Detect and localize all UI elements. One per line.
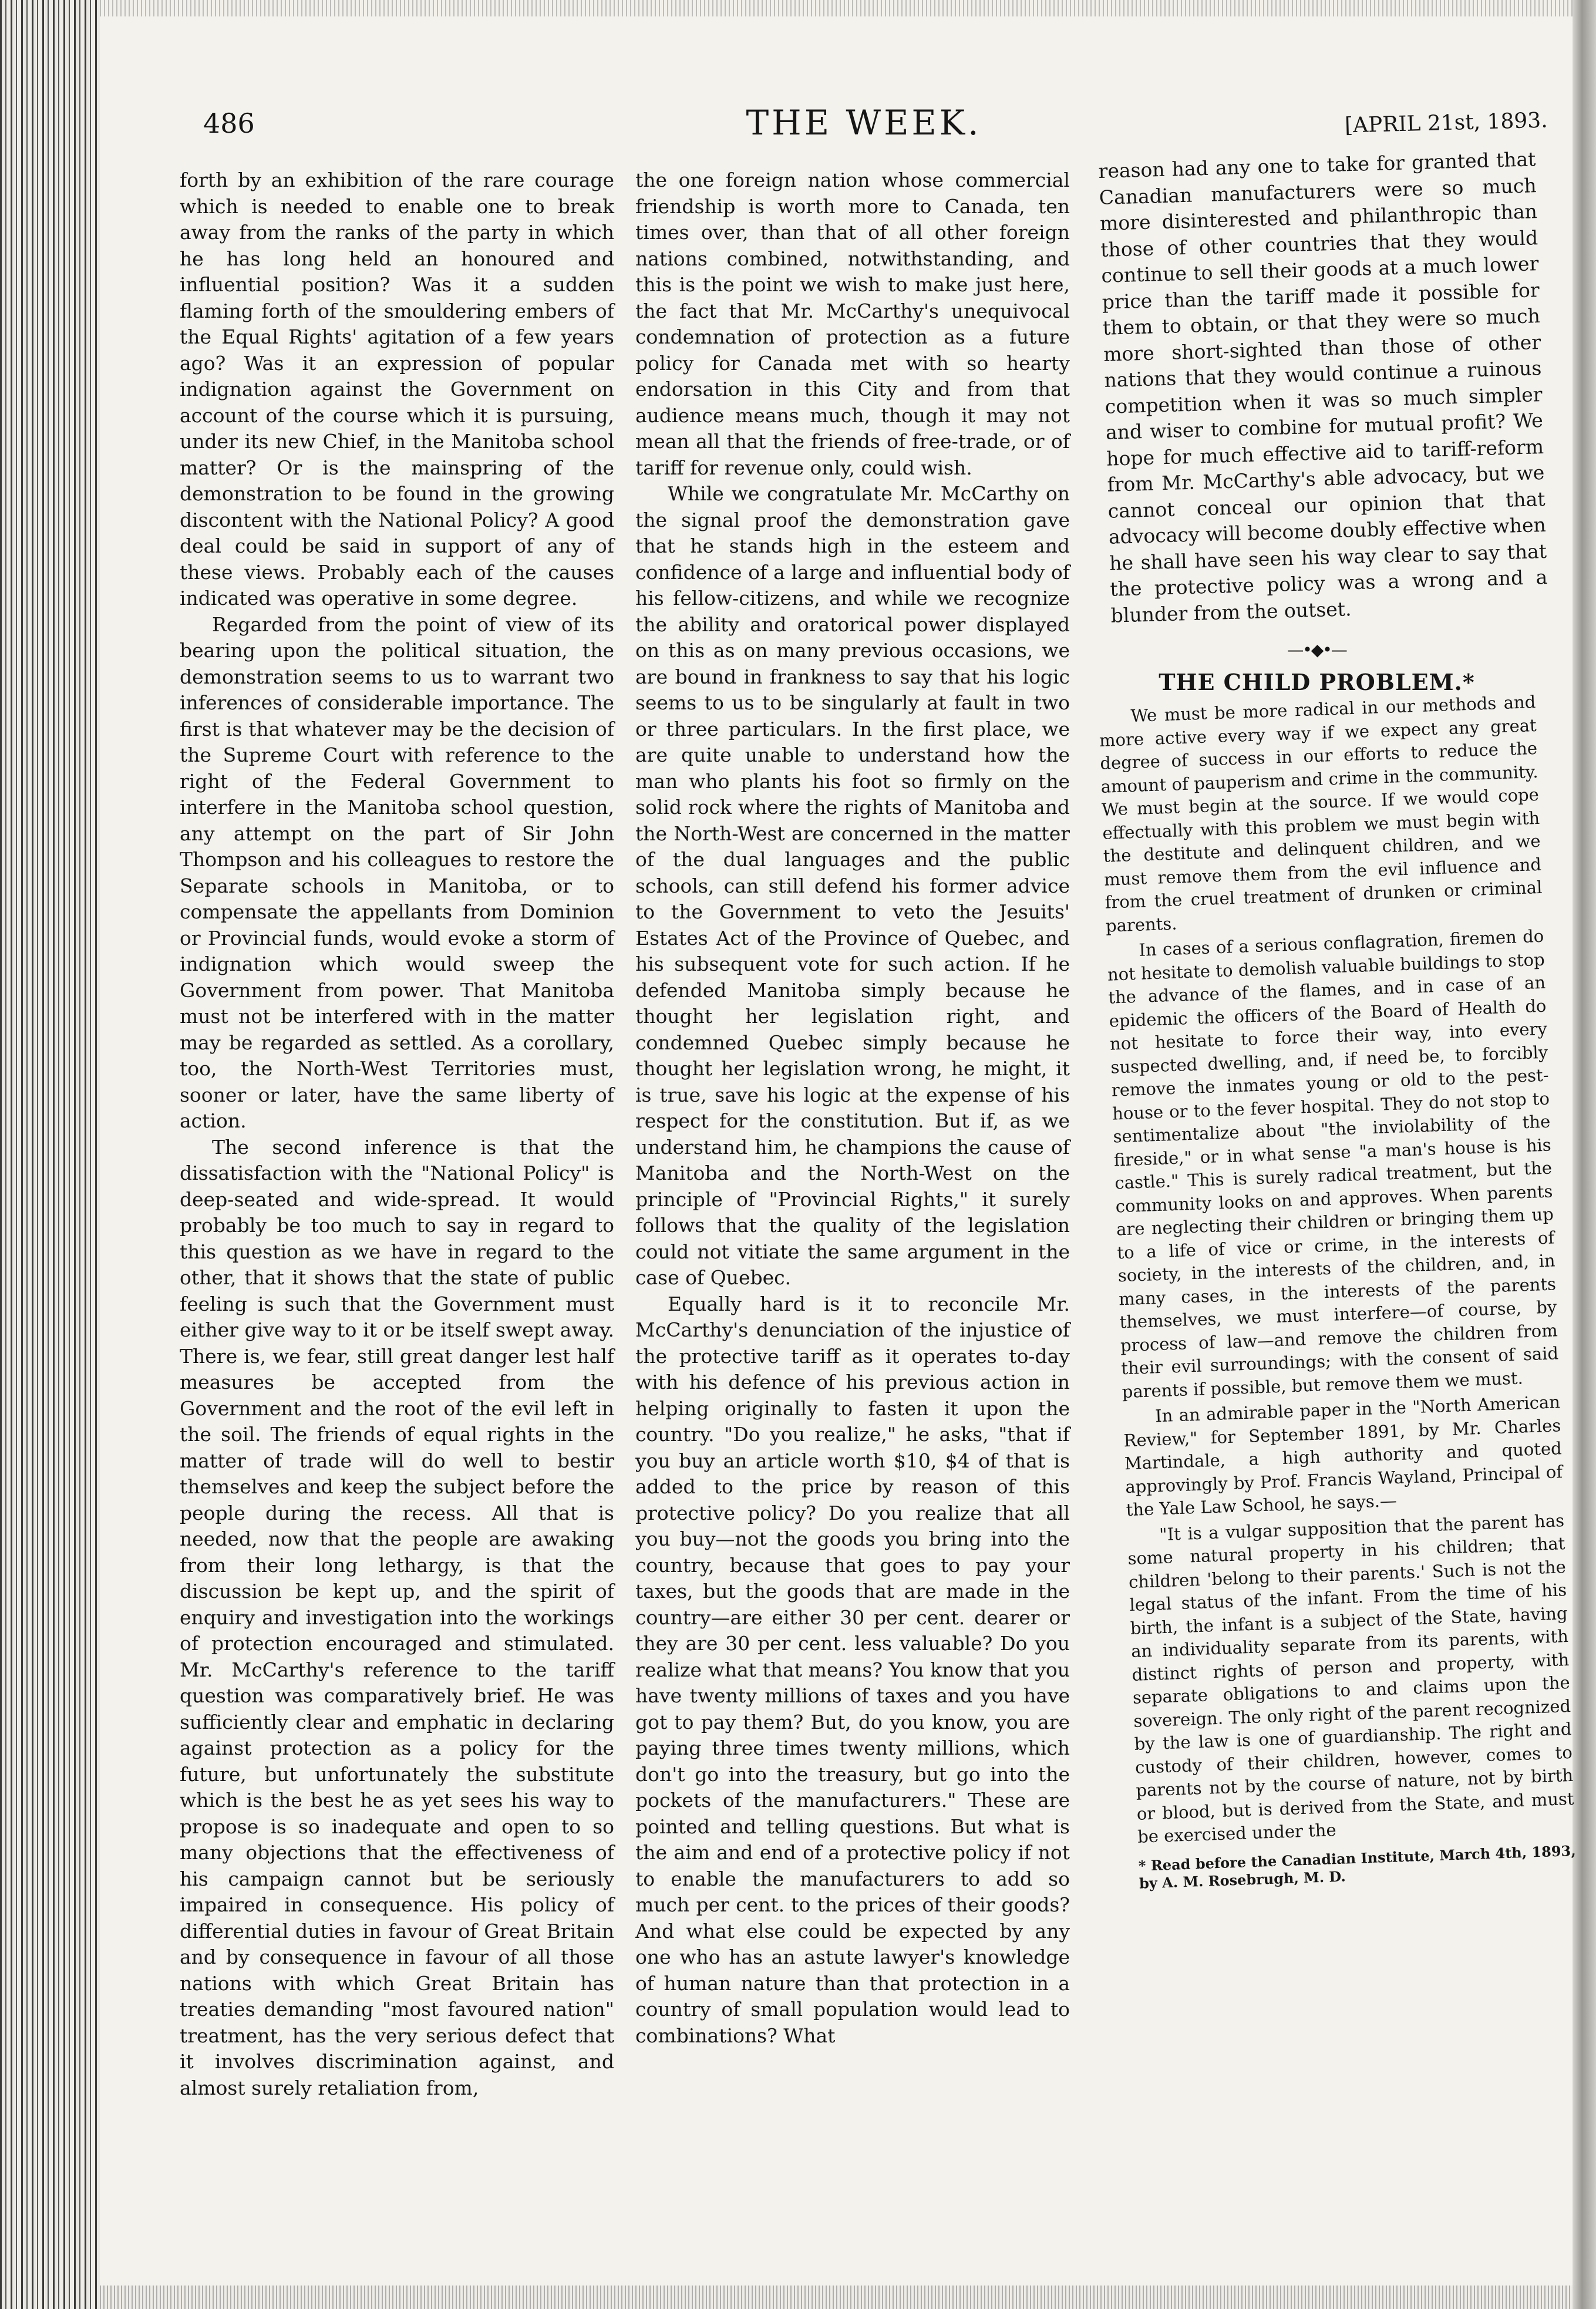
article-body	[1098, 691, 1577, 1892]
top-edge	[100, 0, 1573, 16]
paragraph: In cases of a serious conflagration, firemen do not hesitate to demolish valuable buildings to stop the advance of the flames, and in case of an epidemic the officers of the Board of Health do not hesitate to force their way, into every suspected dwelling, and, if need be, to forcibly remove the inmates young or old to the pest-house or to the fever hospital. They do not stop to sentimentalize about "the inviolability of the fireside," or in what sense "a man's house is his castle." This is surely radical treatment, but the community looks on and approves. When parents are neglecting their children or bringing them up to a life of vice or crime, in the interests of society, in the interests of the children, and, in many cases, in the interests of the parents themselves, we must interfere—of course, by process of law—and remove the children from their evil surroundings; with the consent of said parents if possible, but remove them we must.	[1107, 925, 1559, 1402]
column-middle	[635, 167, 1070, 2049]
paragraph: We must be more radical in our methods and more active every way if we expect any great degree of success in our efforts to reduce the amount of pauperism and crime in the community. We must begin at the source. If we would cope effectually with this problem we must begin with the destitute and delinquent children, and we must remove them from the evil influence and from the cruel treatment of drunken or criminal parents.	[1099, 691, 1543, 936]
paragraph: While we congratulate Mr. McCarthy on the signal proof the demonstration gave that he stands high in the esteem and confidence of a large and influential body of his fellow-citizens, and while we recognize the ability and oratorical power displayed on this as on many previous occasions, we are bound in frankness to say that his logic seems to us to be singularly at fault in two or three particulars. In the first place, we are quite unable to understand how the man who plants his foot so firmly on the solid rock where the rights of Manitoba and the North-West are concerned in the matter of the dual languages and the public schools, can still defend his former advice to the Government to veto the Jesuits' Estates Act of the Province of Quebec, and his subsequent vote for such action. If he defended Manitoba simply because he thought her legislation right, and condemned Quebec simply because he thought her legislation wrong, he might, it is true, save his logic at the expense of his respect for the constitution. But if, as we understand him, he champions the cause of Manitoba and the North-West on the principle of "Provincial Rights," it surely follows that the quality of the legislation could not vitiate the same argument in the case of Quebec.	[635, 482, 1070, 1289]
quotation: "It is a vulgar supposition that the parent has some natural property in his children; that children 'belong to their parents.' Such is not the legal status of the infant. From the time of his birth, the infant is a subject of the State, having an individuality separate from its parents, with distinct rights of person and property, with separate obligations to and claims upon the sovereign. The only right of the parent recognized by the law is one of guardianship. The right and custody of their children, however, comes to parents not by the course of nature, not by birth or blood, but is derived from the State, and must be exercised under the	[1127, 1510, 1575, 1847]
page-header	[180, 103, 1548, 144]
paragraph: In an admirable paper in the "North American Review," for September 1891, by Mr. Charles Martindale, a high authority and quoted approvingly by Prof. Francis Wayland, Principal of the Yale Law School, he says.—	[1123, 1392, 1563, 1520]
section-heading: THE CHILD PROBLEM.*	[1159, 668, 1475, 695]
paragraph: the one foreign nation whose commercial friendship is worth more to Canada, ten times over, than that of all other foreign nations combined, notwithstanding, and this is the point we wish to make just here, the fact that Mr. McCarthy's unequivocal condemnation of protection as a future policy for Canada met with so hearty endorsation in this City and from that audience means much, though it may not mean all that the friends of free-trade, or of tariff for revenue only, could wish.	[635, 169, 1070, 479]
section-divider: —•◆•—	[1287, 640, 1346, 659]
binding-edge	[0, 0, 100, 2309]
paragraph: Regarded from the point of view of its bearing upon the political situation, the demonstration seems to us to warrant two inferences of considerable importance. The first is that whatever may be the decision of the Supreme Court with reference to the right of the Federal Government to interfere in the Manitoba school question, any attempt on the part of Sir John Thompson and his colleagues to restore the Separate schools in Manitoba, or to compensate the appellants from Dominion or Provincial funds, would evoke a storm of indignation which would sweep the Government from power. That Manitoba must not be interfered with in the matter may be regarded as settled. As a corollary, too, the North-West Territories must, sooner or later, have the same liberty of action.	[180, 612, 614, 1132]
journal-title: THE WEEK.	[746, 103, 982, 143]
page-number: 486	[203, 107, 255, 139]
bottom-edge	[100, 2286, 1573, 2309]
column-left	[180, 167, 614, 2101]
editorial-continuation	[1098, 146, 1548, 628]
column-right	[1098, 147, 1577, 1893]
right-edge	[1573, 0, 1596, 2309]
issue-date: [APRIL 21st, 1893.	[1344, 108, 1548, 138]
paragraph: Equally hard is it to reconcile Mr. McCarthy's denunciation of the injustice of the protective tariff as it operates to-day with his defence of his previous action in helping originally to fasten it upon the country. "Do you realize," he asks, "that if you buy an article worth $10, $4 of that is added to the price by reason of this protective policy? Do you realize that all you buy—not the goods you bring into the country, because that goes to pay your taxes, but the goods that are made in the country—are either 30 per cent. dearer or they are 30 per cent. less valuable? Do you realize what that means? You know that you have twenty millions of taxes and you have got to pay them? But, do you know, you are paying three times twenty millions, which don't go into the treasury, but go into the pockets of the manufacturers." These are pointed and telling questions. But what is the aim and end of a protective policy if not to enable the manufacturers to add so much per cent. to the prices of their goods? And what else could be expected by any one who has an astute lawyer's knowledge of human nature than that protection in a country of small population would lead to combinations? What	[635, 1292, 1070, 2047]
footnote: * Read before the Canadian Institute, March 4th, 1893, by A. M. Rosebrugh, M. D.	[1138, 1842, 1577, 1892]
paragraph: reason had any one to take for granted that Canadian manufacturers were so much more disinterested and philanthropic than those of other countries that they would continue to sell their goods at a much lower price than the tariff made it possible for them to obtain, or that they were so much more short-sighted than those of other nations that they would continue a ruinous competition when it was so much simpler and wiser to combine for mutual profit? We hope for much effective aid to tariff-reform from Mr. McCarthy's able advocacy, but we cannot conceal our opinion that that advocacy will become doubly effective when he shall have seen his way clear to say that the protective policy was a wrong and a blunder from the outset.	[1098, 147, 1548, 627]
paragraph: forth by an exhibition of the rare courage which is needed to enable one to break away from the ranks of the party in which he has long held an honoured and influential position? Was it a sudden flaming forth of the smouldering embers of the Equal Rights' agitation of a few years ago? Was it an expression of popular indignation against the Government on account of the course which it is pursuing, under its new Chief, in the Manitoba school matter? Or is the mainspring of the demonstration to be found in the growing discontent with the National Policy? A good deal could be said in support of any of these views. Probably each of the causes indicated was operative in some degree.	[180, 169, 614, 610]
paragraph: The second inference is that the dissatisfaction with the "National Policy" is deep-seated and wide-spread. It would probably be too much to say in regard to this question as we have in regard to the other, that it shows that the state of public feeling is such that the Government must either give way to it or be itself swept away. There is, we fear, still great danger lest half measures be accepted from the Government and the root of the evil left in the soil. The friends of equal rights in the matter of trade will do well to bestir themselves and keep the subject before the people during the recess. All that is needed, now that the people are awaking from their long lethargy, is that the discussion be kept up, and the spirit of enquiry and investigation into the workings of protection encouraged and stimulated. Mr. McCarthy's reference to the tariff question was comparatively brief. He was sufficiently clear and emphatic in declaring against protection as a policy for the future, but unfortunately the substitute which is the best he as yet sees his way to propose is so inadequate and open to so many objections that the effectiveness of his campaign cannot but be seriously impaired in consequence. His policy of differential duties in favour of Great Britain and by consequence in favour of all those nations with which Great Britain has treaties demanding "most favoured nation" treatment, has the very serious defect that it involves discrimination against, and almost surely retaliation from,	[180, 1135, 614, 2099]
